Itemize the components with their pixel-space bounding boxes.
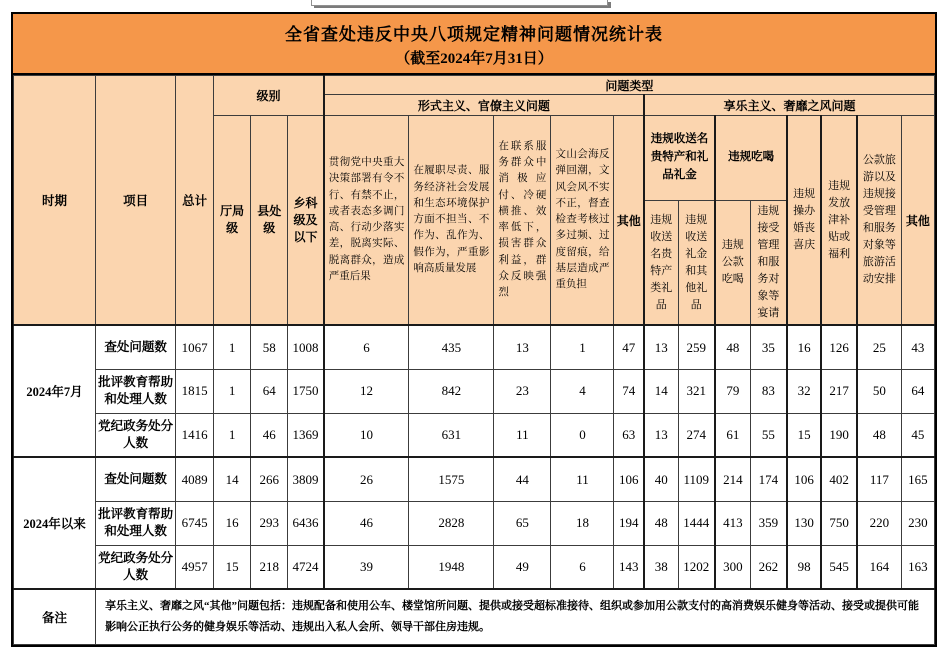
data-cell: 15 — [787, 413, 821, 457]
data-cell: 14 — [214, 457, 251, 501]
header-allowance-col: 违规发放津补贴或福利 — [821, 116, 857, 326]
data-cell: 55 — [750, 413, 787, 457]
data-cell: 435 — [409, 325, 494, 369]
data-cell: 293 — [251, 501, 288, 545]
data-cell: 39 — [324, 545, 409, 589]
data-cell: 220 — [857, 501, 901, 545]
row-label: 批评教育帮助和处理人数 — [96, 501, 176, 545]
data-cell: 1 — [214, 413, 251, 457]
row-label: 党纪政务处分人数 — [96, 413, 176, 457]
data-cell: 40 — [644, 457, 678, 501]
data-cell: 106 — [787, 457, 821, 501]
data-cell: 64 — [901, 369, 934, 413]
table-row — [14, 457, 935, 501]
data-cell: 48 — [857, 413, 901, 457]
data-cell: 1067 — [176, 325, 214, 369]
data-cell: 6436 — [288, 501, 324, 545]
data-cell: 13 — [494, 325, 551, 369]
data-cell: 6 — [551, 545, 614, 589]
data-cell: 18 — [551, 501, 614, 545]
table-row — [14, 501, 935, 545]
header-problem-type: 问题类型 — [324, 76, 935, 95]
header-hedonism-group: 享乐主义、奢靡之风问题 — [644, 95, 935, 116]
table-row — [14, 413, 935, 457]
data-cell: 45 — [901, 413, 934, 457]
data-cell: 1109 — [678, 457, 715, 501]
header-dining-col-2: 违规接受管理和服务对象等宴请 — [750, 201, 787, 326]
data-cell: 16 — [214, 501, 251, 545]
remark-label: 备注 — [14, 589, 96, 644]
data-cell: 38 — [644, 545, 678, 589]
data-cell: 47 — [614, 325, 644, 369]
table-title-line1: 全省查处违反中央八项规定精神问题情况统计表 — [285, 25, 663, 44]
row-label: 查处问题数 — [96, 325, 176, 369]
header-gifts-col-2: 违规收送礼金和其他礼品 — [678, 201, 715, 326]
data-cell: 48 — [644, 501, 678, 545]
table-row — [14, 369, 935, 413]
data-cell: 16 — [787, 325, 821, 369]
data-cell: 1815 — [176, 369, 214, 413]
data-cell: 300 — [715, 545, 750, 589]
data-cell: 61 — [715, 413, 750, 457]
data-cell: 23 — [494, 369, 551, 413]
header-hedonism-other: 其他 — [901, 116, 934, 326]
row-label: 查处问题数 — [96, 457, 176, 501]
data-cell: 1444 — [678, 501, 715, 545]
table-row — [14, 545, 935, 589]
table-row — [14, 325, 935, 369]
header-total: 总计 — [176, 76, 214, 326]
data-cell: 11 — [551, 457, 614, 501]
header-wedding-col: 违规操办婚丧喜庆 — [787, 116, 821, 326]
data-cell: 266 — [251, 457, 288, 501]
data-cell: 13 — [644, 325, 678, 369]
data-cell: 0 — [551, 413, 614, 457]
table-title-line2: （截至2024年7月31日） — [395, 51, 553, 67]
data-cell: 25 — [857, 325, 901, 369]
header-dining-group: 违规吃喝 — [715, 116, 787, 201]
data-cell: 1202 — [678, 545, 715, 589]
data-cell: 274 — [678, 413, 715, 457]
data-cell: 1750 — [288, 369, 324, 413]
data-cell: 359 — [750, 501, 787, 545]
data-cell: 6745 — [176, 501, 214, 545]
data-cell: 26 — [324, 457, 409, 501]
data-cell: 230 — [901, 501, 934, 545]
data-cell: 143 — [614, 545, 644, 589]
data-cell: 631 — [409, 413, 494, 457]
data-cell: 842 — [409, 369, 494, 413]
data-cell: 3809 — [288, 457, 324, 501]
header-gifts-col-1: 违规收送名贵特产类礼品 — [644, 201, 678, 326]
data-cell: 1 — [214, 325, 251, 369]
statistics-grid — [13, 75, 935, 645]
table-title — [13, 14, 935, 75]
data-cell: 4089 — [176, 457, 214, 501]
data-cell: 11 — [494, 413, 551, 457]
data-cell: 32 — [787, 369, 821, 413]
data-cell: 98 — [787, 545, 821, 589]
data-cell: 117 — [857, 457, 901, 501]
header-level-township: 乡科级及以下 — [288, 116, 324, 326]
header-formalism-col-3: 在联系服务群众中消极应付、冷硬横推、效率低下，损害群众利益，群众反映强烈 — [494, 116, 551, 326]
data-cell: 164 — [857, 545, 901, 589]
data-cell: 1 — [551, 325, 614, 369]
data-cell: 1416 — [176, 413, 214, 457]
data-cell: 413 — [715, 501, 750, 545]
header-level-county: 县处级 — [251, 116, 288, 326]
data-cell: 545 — [821, 545, 857, 589]
data-cell: 4957 — [176, 545, 214, 589]
data-cell: 15 — [214, 545, 251, 589]
row-label: 党纪政务处分人数 — [96, 545, 176, 589]
data-cell: 46 — [324, 501, 409, 545]
data-cell: 49 — [494, 545, 551, 589]
data-cell: 217 — [821, 369, 857, 413]
data-cell: 174 — [750, 457, 787, 501]
data-cell: 218 — [251, 545, 288, 589]
data-cell: 14 — [644, 369, 678, 413]
data-cell: 4 — [551, 369, 614, 413]
data-cell: 58 — [251, 325, 288, 369]
data-cell: 12 — [324, 369, 409, 413]
data-cell: 6 — [324, 325, 409, 369]
header-travel-col: 公款旅游以及违规接受管理和服务对象等旅游活动安排 — [857, 116, 901, 326]
data-cell: 44 — [494, 457, 551, 501]
data-cell: 46 — [251, 413, 288, 457]
data-cell: 126 — [821, 325, 857, 369]
header-formalism-other: 其他 — [614, 116, 644, 326]
data-cell: 259 — [678, 325, 715, 369]
data-cell: 43 — [901, 325, 934, 369]
data-cell: 64 — [251, 369, 288, 413]
data-cell: 130 — [787, 501, 821, 545]
data-cell: 63 — [614, 413, 644, 457]
header-item: 项目 — [96, 76, 176, 326]
header-period: 时期 — [14, 76, 96, 326]
cutoff-window-fragment — [311, 0, 608, 6]
header-dining-col-1: 违规公款吃喝 — [715, 201, 750, 326]
data-cell: 4724 — [288, 545, 324, 589]
remark-text: 享乐主义、奢靡之风“其他”问题包括：违规配备和使用公车、楼堂馆所问题、提供或接受超标准接待、组织或参加用公款支付的高消费娱乐健身等活动、接受或提供可能影响公正执行公务的健身娱乐等活动、违规出入私人会所、领导干部住房违规。 — [96, 589, 935, 644]
data-cell: 262 — [750, 545, 787, 589]
data-cell: 165 — [901, 457, 934, 501]
data-cell: 190 — [821, 413, 857, 457]
header-formalism-col-4: 文山会海反弹回潮，文风会风不实不正，督查检查考核过多过频、过度留痕，给基层造成严重负担 — [551, 116, 614, 326]
header-formalism-col-1: 贯彻党中央重大决策部署有令不行、有禁不止，或者表态多调门高、行动少落实差，脱离实际、脱离群众，造成严重后果 — [324, 116, 409, 326]
header-level-dept: 厅局级 — [214, 116, 251, 326]
data-cell: 1948 — [409, 545, 494, 589]
data-cell: 1369 — [288, 413, 324, 457]
data-cell: 163 — [901, 545, 934, 589]
data-cell: 402 — [821, 457, 857, 501]
statistics-table — [11, 12, 937, 647]
period-label-ytd: 2024年以来 — [14, 457, 96, 589]
data-cell: 35 — [750, 325, 787, 369]
data-cell: 214 — [715, 457, 750, 501]
remark-row — [14, 589, 935, 644]
period-label-july: 2024年7月 — [14, 325, 96, 457]
data-cell: 65 — [494, 501, 551, 545]
header-level-group: 级别 — [214, 76, 324, 116]
data-cell: 194 — [614, 501, 644, 545]
data-cell: 1575 — [409, 457, 494, 501]
header-formalism-group: 形式主义、官僚主义问题 — [324, 95, 644, 116]
data-cell: 1008 — [288, 325, 324, 369]
data-cell: 74 — [614, 369, 644, 413]
data-cell: 10 — [324, 413, 409, 457]
data-cell: 106 — [614, 457, 644, 501]
data-cell: 1 — [214, 369, 251, 413]
data-cell: 83 — [750, 369, 787, 413]
data-cell: 750 — [821, 501, 857, 545]
data-cell: 13 — [644, 413, 678, 457]
header-gifts-group: 违规收送名贵特产和礼品礼金 — [644, 116, 715, 201]
data-cell: 50 — [857, 369, 901, 413]
row-label: 批评教育帮助和处理人数 — [96, 369, 176, 413]
data-cell: 48 — [715, 325, 750, 369]
header-formalism-col-2: 在履职尽责、服务经济社会发展和生态环境保护方面不担当、不作为、乱作为、假作为，严重影响高质量发展 — [409, 116, 494, 326]
data-cell: 79 — [715, 369, 750, 413]
data-cell: 321 — [678, 369, 715, 413]
data-cell: 2828 — [409, 501, 494, 545]
